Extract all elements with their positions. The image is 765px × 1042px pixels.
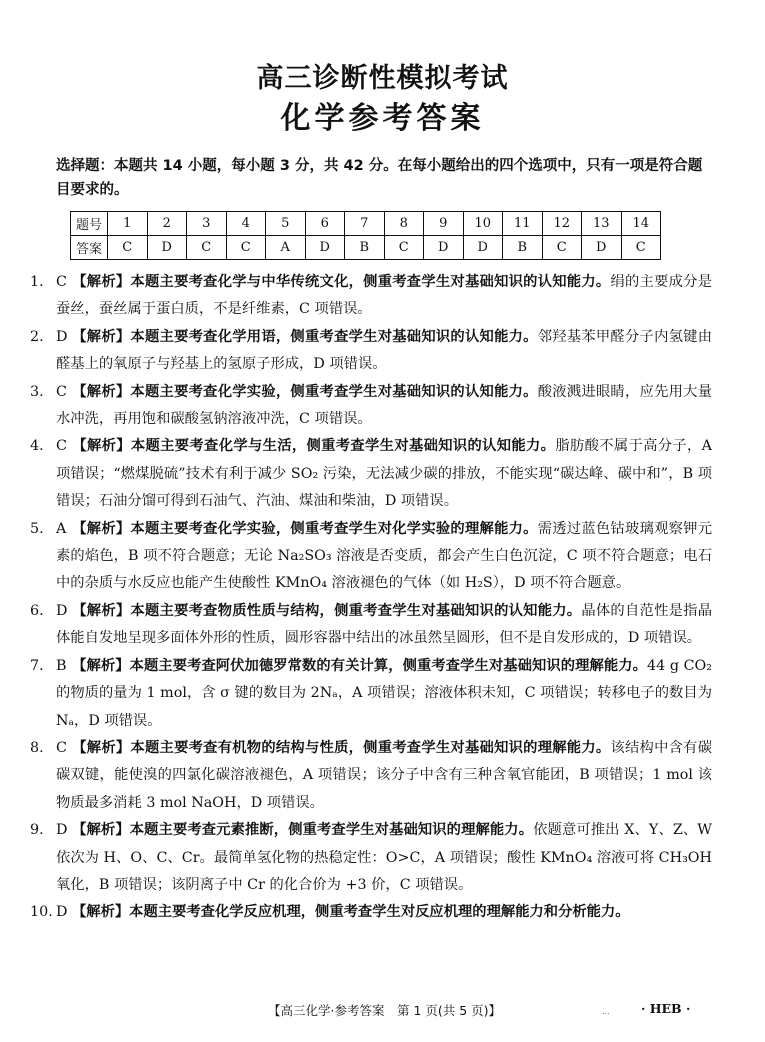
item-analysis-heading: 【解析】本题主要考查阿伏加德罗常数的有关计算，侧重考查学生对基础知识的理解能力。 [72,657,648,674]
question-number: 9 [424,212,464,236]
item-number: 3. [30,383,44,400]
question-number: 1 [108,212,148,236]
item-answer: C [56,383,67,400]
item-answer: B [56,657,67,674]
question-number: 11 [503,212,543,236]
item-analysis-body: 酸液溅进眼睛，应先用大量水冲洗，再用饱和碳酸氢钠溶液冲洗，C 项错误。 [56,383,712,428]
explanation-item [30,516,712,598]
answer-cell: C [108,236,148,260]
question-number: 6 [305,212,345,236]
item-analysis-heading: 【解析】本题主要考查化学反应机理，侧重考查学生对反应机理的理解能力和分析能力。 [72,904,630,921]
footer-dots: ... [602,1007,610,1016]
question-number: 10 [463,212,503,236]
item-analysis-heading: 【解析】本题主要考查化学实验，侧重考查学生对化学实验的理解能力。 [72,520,538,537]
item-analysis-body: 晶体的自范性是指晶体能自发地呈现多面体外形的性质，圆形容器中结出的冰虽然呈圆形，但不是自发形成的，D 项错误。 [56,602,713,647]
item-analysis-body: 44 g CO₂ 的物质的量为 1 mol，含 σ 键的数目为 2Nₐ，A 项错误；溶液体积未知，C 项错误；转移电子的数目为 Nₐ，D 项错误。 [56,657,712,729]
answer-cell: C [384,236,424,260]
question-number: 14 [621,212,661,236]
section-instructions: 选择题：本题共 14 小题，每小题 3 分，共 42 分。在每小题给出的四个选项中，只有一项是符合题目要求的。 [56,158,703,198]
question-number-header: 题号 [71,212,108,236]
item-answer: C [56,438,67,455]
item-number: 2. [30,328,44,345]
answer-cell: A [266,236,306,260]
item-answer: D [56,822,68,839]
item-number: 5. [30,520,44,537]
item-answer: D [56,328,68,345]
explanation-item [30,269,712,324]
item-analysis-heading: 【解析】本题主要考查化学与中华传统文化，侧重考查学生对基础知识的认知能力。 [72,274,611,290]
item-number: 8. [30,739,44,756]
item-answer: C [56,739,67,756]
question-number: 3 [187,212,227,236]
item-number: 6. [30,602,44,619]
question-number: 7 [345,212,385,236]
answer-table-answer-row [71,236,661,260]
answer-cell: C [621,236,661,260]
explanation-item [30,598,712,653]
answer-cell: D [305,236,345,260]
question-number: 12 [542,212,582,236]
answer-cell: B [503,236,543,260]
item-answer: D [56,904,68,921]
item-number: 1. [30,274,44,290]
item-analysis-body: 需透过蓝色钴玻璃观察钾元素的焰色，B 项不符合题意；无论 Na₂SO₃ 溶液是否变质，都会产生白色沉淀，C 项不符合题意；电石中的杂质与水反应也能产生使酸性 KMnO₄ 溶液褪色的气体（如 H₂S），D 项不符合题意。 [56,520,712,592]
item-analysis-heading: 【解析】本题主要考查元素推断，侧重考查学生对基础知识的理解能力。 [72,822,534,839]
answer-key-title: 化学参考答案 [280,101,485,136]
item-analysis-heading: 【解析】本题主要考查化学与生活，侧重考查学生对基础知识的认知能力。 [72,438,556,455]
footer-page-info: 【高三化学·参考答案 第 1 页(共 5 页)】 [268,1003,502,1018]
explanation-item [30,433,712,515]
item-analysis-heading: 【解析】本题主要考查有机物的结构与性质，侧重考查学生对基础知识的理解能力。 [72,739,611,756]
answer-cell: D [424,236,464,260]
item-number: 10. [30,904,53,921]
item-analysis-heading: 【解析】本题主要考查化学用语，侧重考查学生对基础知识的认知能力。 [72,328,538,345]
question-number: 4 [226,212,266,236]
question-number: 2 [147,212,187,236]
item-number: 7. [30,657,44,674]
answer-cell: C [542,236,582,260]
answer-table-number-row [71,212,661,236]
question-number: 13 [582,212,622,236]
item-answer: C [56,274,67,290]
explanation-item [30,379,712,434]
item-analysis-body: 依题意可推出 X、Y、Z、W 依次为 H、O、C、Cr。最简单氢化物的热稳定性：O>C，A 项错误；酸性 KMnO₄ 溶液可将 CH₃OH 氧化，B 项错误；该阴离子中 Cr 的化合价为 +3 价，C 项错误。 [56,822,712,893]
item-analysis-body: 绢的主要成分是蚕丝，蚕丝属于蛋白质，不是纤维素，C 项错误。 [56,274,713,318]
item-analysis-heading: 【解析】本题主要考查物质性质与结构，侧重考查学生对基础知识的认知能力。 [72,602,582,619]
explanation-item [30,735,712,817]
item-analysis-body: 脂肪酸不属于高分子，A 项错误；“燃煤脱硫”技术有利于减少 SO₂ 污染，无法减少碳的排放，不能实现“碳达峰、碳中和”，B 项错误；石油分馏可得到石油气、汽油、煤油和柴油，D 项错误。 [56,438,712,510]
item-number: 4. [30,438,44,455]
answer-header: 答案 [71,236,108,260]
answer-cell: B [345,236,385,260]
answer-cell: D [147,236,187,260]
item-answer: A [56,520,67,537]
answer-cell: D [582,236,622,260]
exam-title: 高三诊断性模拟考试 [256,63,509,94]
item-answer: D [56,602,68,619]
question-number: 8 [384,212,424,236]
explanation-item [30,324,712,379]
footer-region-code: · HEB · [641,1001,691,1016]
item-analysis-heading: 【解析】本题主要考查化学实验，侧重考查学生对基础知识的认知能力。 [72,383,538,400]
item-analysis-body: 邻羟基苯甲醛分子内氢键由醛基上的氧原子与羟基上的氢原子形成，D 项错误。 [56,328,712,373]
item-number: 9. [30,822,44,839]
explanation-list [30,269,712,927]
answer-cell: C [226,236,266,260]
question-number: 5 [266,212,306,236]
explanation-item [30,899,712,926]
explanation-item [30,817,712,899]
explanation-item [30,653,712,735]
answer-table [70,211,661,260]
answer-cell: C [187,236,227,260]
answer-cell: D [463,236,503,260]
item-analysis-body: 该结构中含有碳碳双键，能使溴的四氯化碳溶液褪色，A 项错误；该分子中含有三种含氧官能团，B 项错误；1 mol 该物质最多消耗 3 mol NaOH，D 项错误。 [56,739,713,811]
